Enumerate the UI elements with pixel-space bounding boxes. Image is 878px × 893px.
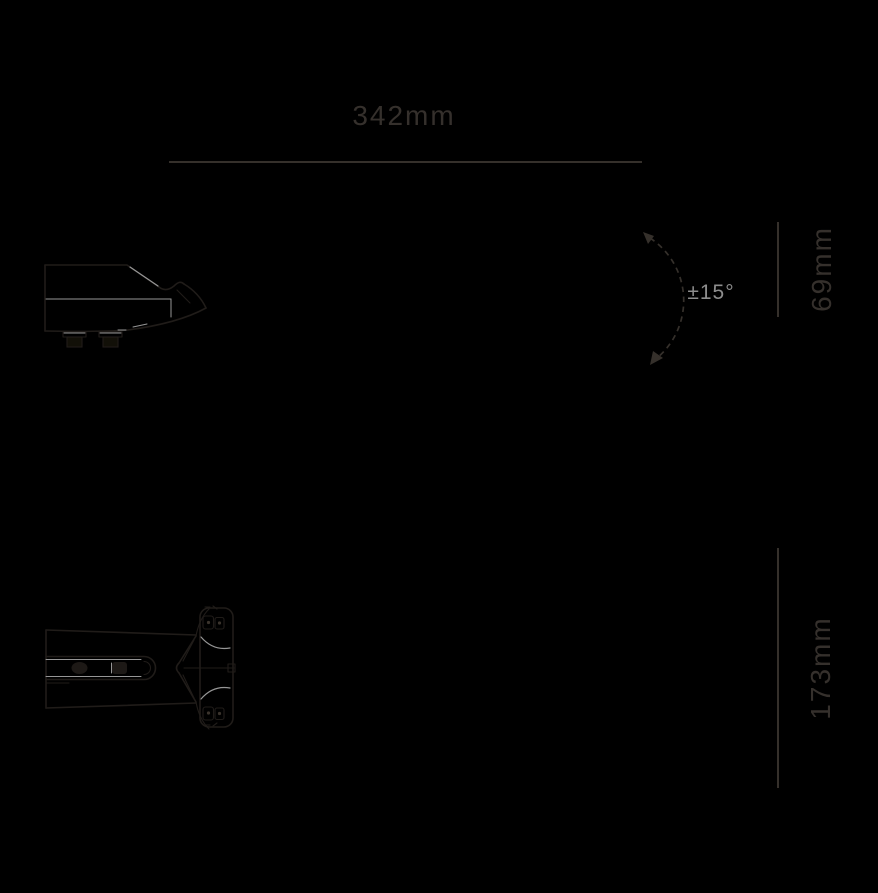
chevron-lower-inner [183, 675, 194, 698]
side-bottom-highlight [133, 324, 147, 327]
slot-knob-right [112, 662, 127, 674]
side-top-highlight [130, 267, 158, 286]
width-dimension-label: 342mm [352, 100, 456, 131]
chevron-apex-cap [177, 663, 180, 673]
foot-block [103, 337, 118, 347]
screw-pair-bottom [203, 707, 224, 720]
tilt-arc [643, 232, 684, 365]
screw-dot [207, 621, 210, 624]
top-lower-edge [46, 703, 196, 708]
screw-dot [207, 711, 210, 714]
head-lower-highlight [201, 687, 230, 699]
tilt-angle-label: ±15° [687, 281, 735, 304]
slot-inner-cap [144, 662, 151, 675]
screw-dot [218, 621, 221, 624]
side-mount-foot-right [99, 332, 122, 347]
tilt-arrow-down-icon [650, 351, 663, 365]
screw-dot [218, 712, 221, 715]
foot-block [67, 337, 82, 347]
head-upper-highlight [201, 637, 230, 649]
side-height-dimension-label: 69mm [806, 226, 837, 312]
side-top-edge [45, 265, 159, 287]
side-bottom-edge [45, 308, 206, 331]
top-height-dimension-label: 173mm [805, 616, 836, 720]
slot-knob-left [72, 662, 88, 674]
dimension-lines [169, 162, 778, 788]
side-view-drawing [45, 265, 206, 347]
side-mount-foot-left [63, 332, 86, 347]
top-upper-edge [46, 630, 196, 635]
top-view-drawing [46, 606, 235, 729]
chevron-upper-inner [183, 640, 194, 661]
side-nose-upper-curve [184, 284, 206, 308]
yoke-chevron [177, 636, 235, 702]
screw-pair-top [203, 616, 224, 629]
head-bottom-marks [205, 723, 217, 726]
side-nose-inner-curve [177, 290, 190, 303]
tilt-arc-path [650, 238, 684, 358]
side-hump-curve [159, 282, 184, 289]
tilt-arrow-up-icon [643, 232, 654, 244]
